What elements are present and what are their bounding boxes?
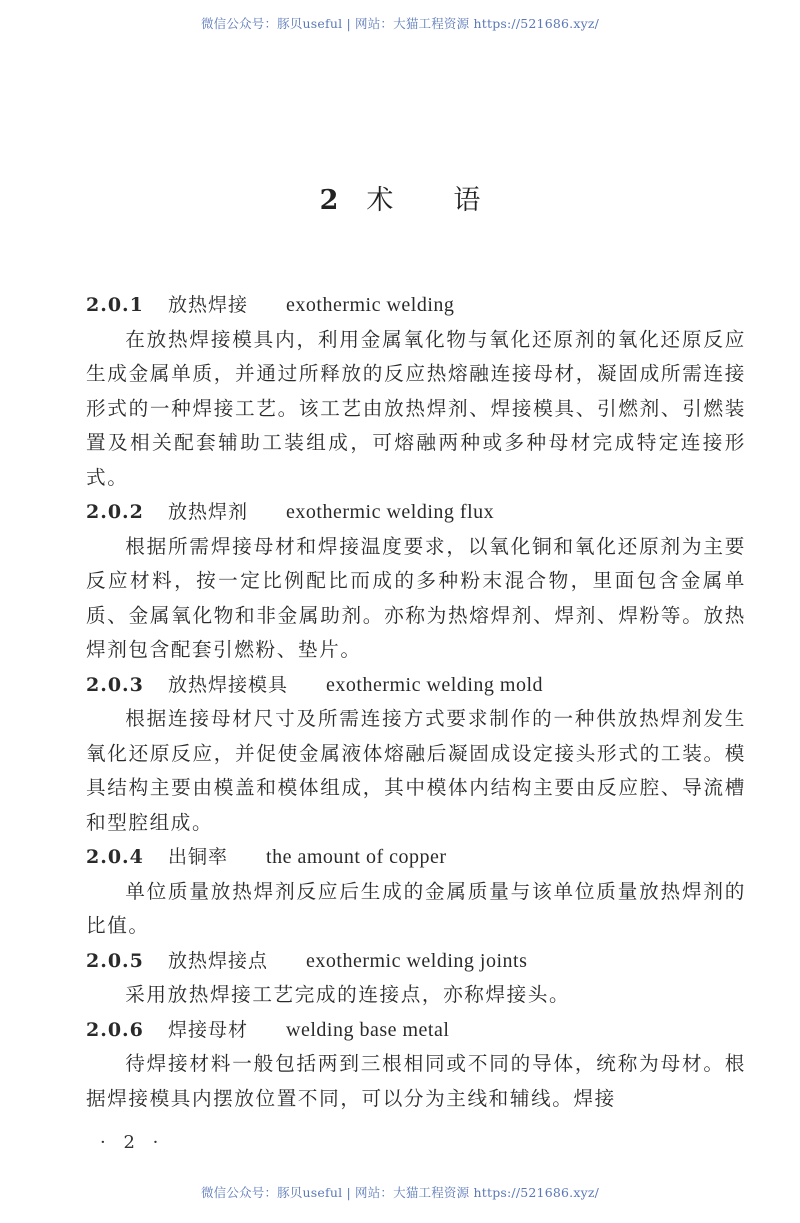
term-english: the amount of copper xyxy=(266,846,447,868)
chapter-title-part1: 术 xyxy=(366,185,394,216)
term-code: 2.0.2 xyxy=(86,501,144,523)
term-heading xyxy=(86,668,746,703)
term-definition: 根据所需焊接母材和焊接温度要求，以氧化铜和氧化还原剂为主要反应材料，按一定比例配比而成的多种粉末混合物，里面包含金属单质、金属氧化物和非金属助剂。亦称为热熔焊剂、焊剂、焊粉等。放热焊剂包含配套引燃粉、垫片。 xyxy=(86,534,746,661)
term-english: exothermic welding xyxy=(286,294,455,316)
term-code: 2.0.1 xyxy=(86,294,144,316)
term-heading xyxy=(86,840,746,875)
term-code: 2.0.6 xyxy=(86,1018,144,1041)
term-english: exothermic welding flux xyxy=(286,501,495,523)
term-entry xyxy=(86,668,746,841)
watermark-top: 微信公众号：豚贝useful | 网站：大猫工程资源 https://521686.xyz/ xyxy=(200,16,600,31)
chapter-title-part2: 语 xyxy=(453,185,481,216)
terms-section xyxy=(86,288,746,1116)
term-english: welding base metal xyxy=(286,1018,450,1041)
term-chinese: 放热焊接 xyxy=(168,294,249,316)
term-definition: 在放热焊接模具内，利用金属氧化物与氧化还原剂的氧化还原反应生成金属单质，并通过所释放的反应热熔融连接母材，凝固成所需连接形式的一种焊接工艺。该工艺由放热焊剂、焊接模具、引燃剂、引燃装置及相关配套辅助工装组成，可熔融两种或多种母材完成特定连接形式。 xyxy=(86,327,746,489)
term-english: exothermic welding joints xyxy=(306,949,528,972)
term-code: 2.0.5 xyxy=(86,949,144,972)
term-definition: 待焊接材料一般包括两到三根相同或不同的导体，统称为母材。根据焊接模具内摆放位置不同，可以分为主线和辅线。焊接 xyxy=(86,1052,746,1110)
term-entry xyxy=(86,1013,746,1117)
term-code: 2.0.3 xyxy=(86,673,144,696)
term-definition: 采用放热焊接工艺完成的连接点，亦称焊接头。 xyxy=(125,983,571,1006)
chapter-number: 2 xyxy=(319,185,339,216)
term-heading xyxy=(86,495,746,530)
term-code: 2.0.4 xyxy=(86,846,144,868)
term-heading xyxy=(86,1013,746,1048)
term-entry xyxy=(86,944,746,1013)
term-chinese: 焊接母材 xyxy=(168,1018,249,1041)
term-entry xyxy=(86,288,746,495)
term-chinese: 放热焊接模具 xyxy=(168,673,289,696)
page-number: · 2 · xyxy=(100,1132,165,1153)
term-chinese: 放热焊剂 xyxy=(168,501,249,523)
term-definition: 单位质量放热焊剂反应后生成的金属质量与该单位质量放热焊剂的比值。 xyxy=(86,879,746,937)
term-chinese: 放热焊接点 xyxy=(168,949,269,972)
term-entry xyxy=(86,840,746,944)
term-heading xyxy=(86,944,746,979)
term-entry xyxy=(86,495,746,668)
term-english: exothermic welding mold xyxy=(326,673,544,696)
watermark-bottom: 微信公众号：豚贝useful | 网站：大猫工程资源 https://521686.xyz/ xyxy=(200,1185,600,1200)
chapter-title xyxy=(0,178,800,217)
term-definition: 根据连接母材尺寸及所需连接方式要求制作的一种供放热焊剂发生氧化还原反应，并促使金属液体熔融后凝固成设定接头形式的工装。模具结构主要由模盖和模体组成，其中模体内结构主要由反应腔、导流槽和型腔组成。 xyxy=(86,707,746,834)
term-chinese: 出铜率 xyxy=(168,846,229,868)
term-heading xyxy=(86,288,746,323)
